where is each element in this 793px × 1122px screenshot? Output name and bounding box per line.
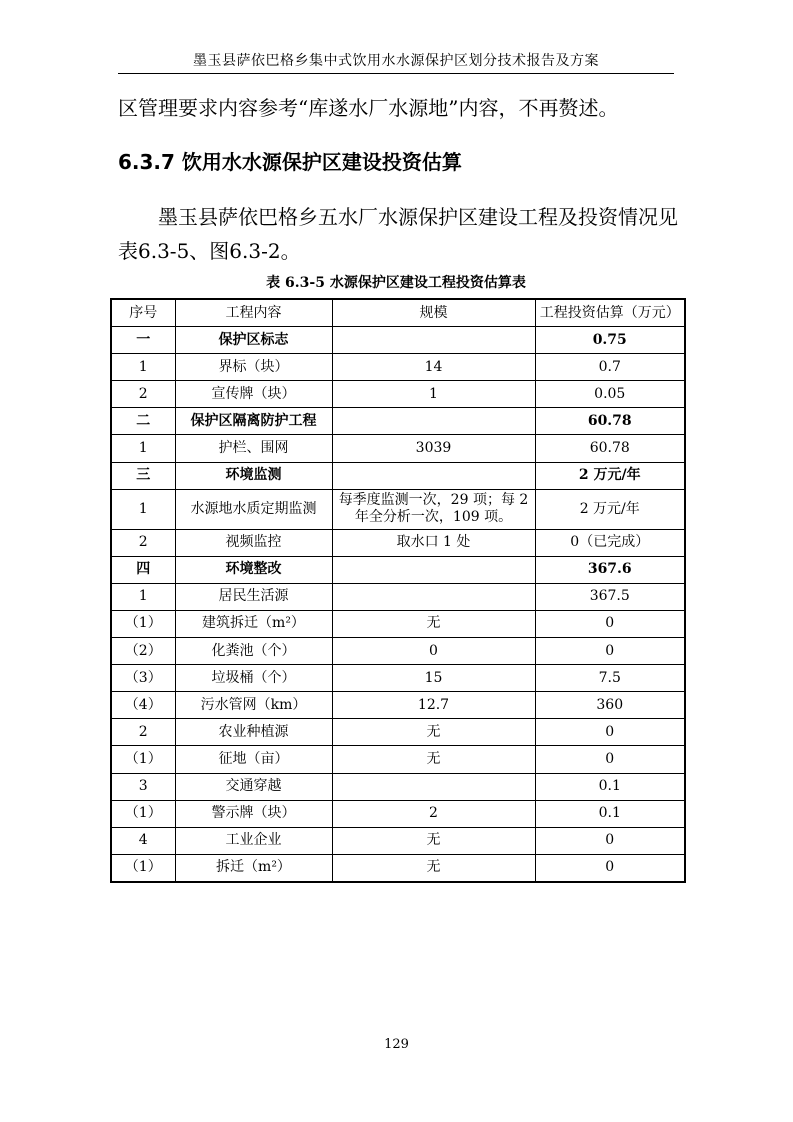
table-header-row — [111, 299, 685, 327]
header-cell-item: 工程内容 — [175, 299, 332, 327]
table-row — [111, 610, 685, 637]
table-cell-scale — [332, 462, 535, 489]
table-cell-item: 工业企业 — [175, 827, 332, 854]
table-cell-item: 垃圾桶（个） — [175, 665, 332, 692]
table-cell-no: 2 — [111, 529, 175, 556]
table-cell-cost: 367.6 — [535, 556, 685, 583]
table-cell-no: 1 — [111, 354, 175, 381]
header-cell-scale: 规模 — [332, 299, 535, 327]
table-cell-scale: 1 — [332, 381, 535, 408]
table-cell-no: 3 — [111, 773, 175, 800]
table-cell-cost: 367.5 — [535, 583, 685, 610]
table-row — [111, 327, 685, 354]
table-row — [111, 381, 685, 408]
table-cell-item: 农业种植源 — [175, 719, 332, 746]
table-cell-cost: 0.75 — [535, 327, 685, 354]
table-row — [111, 489, 685, 529]
table-cell-item: 警示牌（块） — [175, 800, 332, 827]
table-cell-no: 1 — [111, 583, 175, 610]
table-cell-scale: 2 — [332, 800, 535, 827]
table-cell-item: 宣传牌（块） — [175, 381, 332, 408]
paragraph-management: 区管理要求内容参考“库遂水厂水源地”内容，不再赘述。 — [118, 96, 619, 120]
table-cell-cost: 360 — [535, 692, 685, 719]
table-cell-no: 三 — [111, 462, 175, 489]
header-cell-cost: 工程投资估算（万元） — [535, 299, 685, 327]
table-row — [111, 529, 685, 556]
table-cell-scale: 无 — [332, 610, 535, 637]
table-row — [111, 462, 685, 489]
table-cell-scale — [332, 408, 535, 435]
table-cell-no: 1 — [111, 435, 175, 462]
table-row — [111, 665, 685, 692]
table-cell-cost: 7.5 — [535, 665, 685, 692]
table-row — [111, 800, 685, 827]
table-cell-cost: 0 — [535, 719, 685, 746]
table-cell-item: 界标（块） — [175, 354, 332, 381]
table-cell-cost: 60.78 — [535, 435, 685, 462]
table-cell-scale — [332, 773, 535, 800]
table-cell-cost: 0.1 — [535, 800, 685, 827]
table-row — [111, 556, 685, 583]
table-cell-scale: 每季度监测一次，29 项；每 2 年全分析一次，109 项。 — [332, 489, 535, 529]
table-cell-cost: 0 — [535, 610, 685, 637]
table-cell-scale: 无 — [332, 719, 535, 746]
table-cell-scale: 无 — [332, 854, 535, 882]
table-cell-no: 2 — [111, 381, 175, 408]
table-row — [111, 354, 685, 381]
table-cell-no: 四 — [111, 556, 175, 583]
table-cell-cost: 0.7 — [535, 354, 685, 381]
table-row — [111, 583, 685, 610]
running-header: 墨玉县萨依巴格乡集中式饮用水水源保护区划分技术报告及方案 — [193, 53, 599, 69]
table-cell-item: 化粪池（个） — [175, 638, 332, 665]
table-row — [111, 719, 685, 746]
table-cell-scale: 3039 — [332, 435, 535, 462]
table-cell-scale: 取水口 1 处 — [332, 529, 535, 556]
table-cell-no: （1） — [111, 800, 175, 827]
table-cell-cost: 2 万元/年 — [535, 462, 685, 489]
table-cell-item: 污水管网（km） — [175, 692, 332, 719]
table-cell-cost: 0 — [535, 827, 685, 854]
investment-table — [110, 298, 686, 883]
table-cell-item: 征地（亩） — [175, 746, 332, 773]
table-row — [111, 746, 685, 773]
table-cell-cost: 0.1 — [535, 773, 685, 800]
table-cell-scale — [332, 327, 535, 354]
table-cell-no: 一 — [111, 327, 175, 354]
table-row — [111, 773, 685, 800]
table-cell-no: （3） — [111, 665, 175, 692]
table-cell-cost: 0 — [535, 746, 685, 773]
table-cell-cost: 0.05 — [535, 381, 685, 408]
table-cell-item: 居民生活源 — [175, 583, 332, 610]
table-cell-item: 环境监测 — [175, 462, 332, 489]
table-cell-scale: 0 — [332, 638, 535, 665]
table-cell-no: （1） — [111, 610, 175, 637]
table-cell-no: （1） — [111, 854, 175, 882]
table-row — [111, 827, 685, 854]
table-cell-cost: 0 — [535, 854, 685, 882]
table-cell-no: （2） — [111, 638, 175, 665]
page-number: 129 — [384, 1037, 409, 1052]
paragraph-investment — [118, 200, 678, 268]
header-rule — [118, 73, 674, 74]
table-cell-item: 水源地水质定期监测 — [175, 489, 332, 529]
table-cell-scale: 12.7 — [332, 692, 535, 719]
table-cell-no: 2 — [111, 719, 175, 746]
table-row — [111, 408, 685, 435]
table-row — [111, 638, 685, 665]
table-cell-no: 4 — [111, 827, 175, 854]
table-row — [111, 435, 685, 462]
table-cell-cost: 0 — [535, 638, 685, 665]
table-row — [111, 854, 685, 882]
table-cell-cost: 60.78 — [535, 408, 685, 435]
table-cell-item: 保护区隔离防护工程 — [175, 408, 332, 435]
table-cell-no: 二 — [111, 408, 175, 435]
table-cell-item: 建筑拆迁（m²） — [175, 610, 332, 637]
table-cell-scale — [332, 556, 535, 583]
table-cell-cost: 0（已完成） — [535, 529, 685, 556]
table-cell-item: 环境整改 — [175, 556, 332, 583]
table-caption: 表 6.3-5 水源保护区建设工程投资估算表 — [266, 275, 526, 291]
table-cell-no: 1 — [111, 489, 175, 529]
paragraph-investment-text: 墨玉县萨依巴格乡五水厂水源保护区建设工程及投资情况见表6.3-5、图6.3-2。 — [118, 205, 678, 263]
table-cell-cost: 2 万元/年 — [535, 489, 685, 529]
table-cell-scale: 14 — [332, 354, 535, 381]
table-row — [111, 692, 685, 719]
section-heading: 6.3.7 饮用水水源保护区建设投资估算 — [118, 150, 462, 174]
table-cell-scale: 无 — [332, 746, 535, 773]
table-cell-no: （1） — [111, 746, 175, 773]
table-cell-item: 拆迁（m²） — [175, 854, 332, 882]
table-cell-item: 交通穿越 — [175, 773, 332, 800]
header-cell-no: 序号 — [111, 299, 175, 327]
table-cell-item: 视频监控 — [175, 529, 332, 556]
table-cell-scale: 无 — [332, 827, 535, 854]
table-cell-no: （4） — [111, 692, 175, 719]
table-cell-scale — [332, 583, 535, 610]
table-cell-item: 保护区标志 — [175, 327, 332, 354]
table-cell-item: 护栏、围网 — [175, 435, 332, 462]
table-cell-scale: 15 — [332, 665, 535, 692]
